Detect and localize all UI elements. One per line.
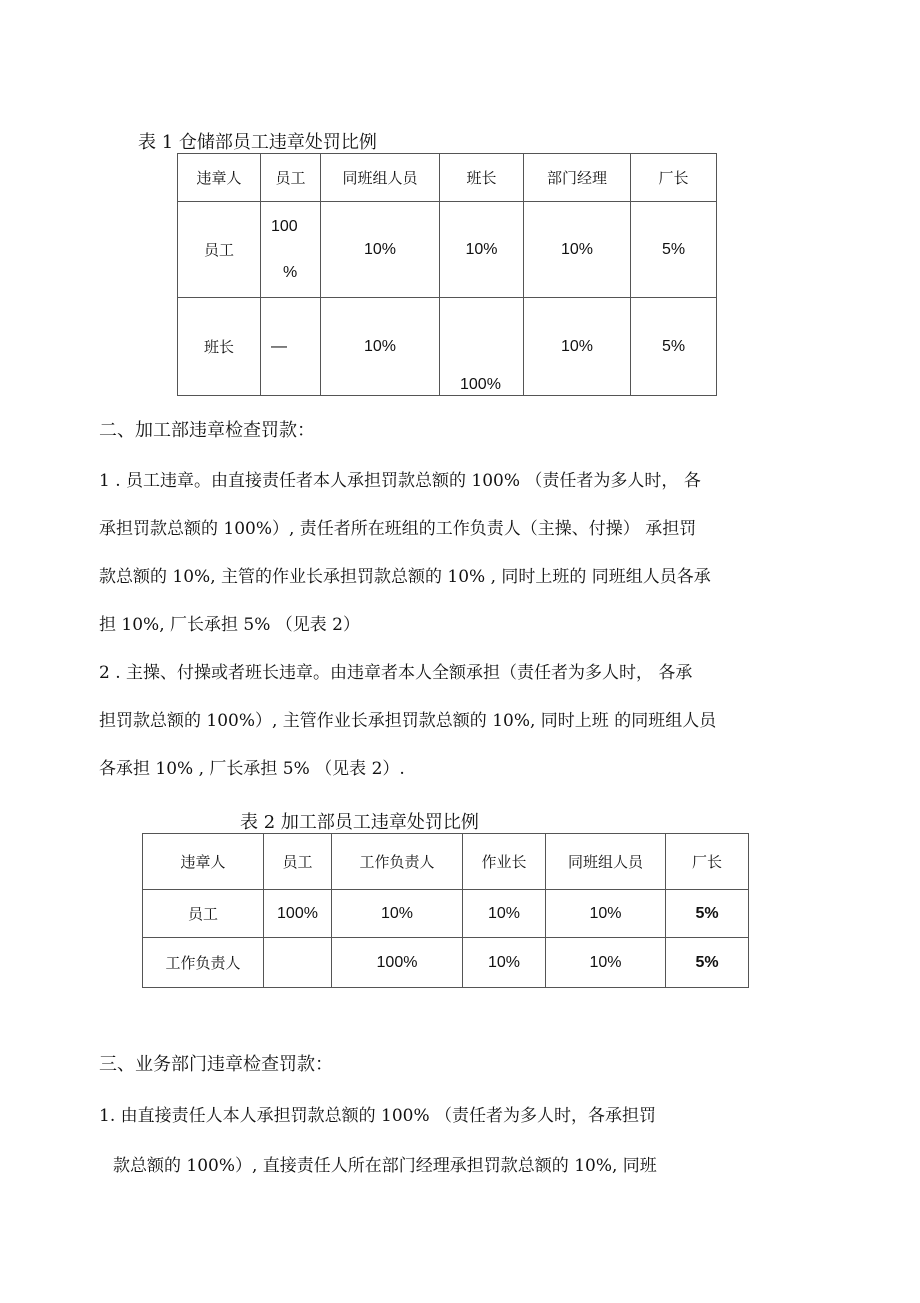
table1-cell: 5%	[631, 202, 717, 298]
table1-cell-part: %	[283, 264, 298, 281]
table1-cell: 班长	[178, 298, 261, 396]
table1-header-cell: 违章人	[178, 154, 261, 202]
section2-heading: 二、加工部违章检查罚款：	[99, 420, 315, 441]
table1-header-cell: 员工	[261, 154, 321, 202]
section2-p1-line: 承担罚款总额的 100%）, 责任者所在班组的工作负责人（主操、付操） 承担罚	[99, 519, 697, 539]
table2-header-row	[143, 834, 749, 890]
table1-header-cell: 同班组人员	[321, 154, 440, 202]
table2-cell: 10%	[546, 938, 666, 988]
table2-cell: 100%	[264, 890, 332, 938]
table2-cell: 员工	[143, 890, 264, 938]
table2-cell: 10%	[463, 938, 546, 988]
section2-p1-line: 款总额的 10%, 主管的作业长承担罚款总额的 10% , 同时上班的 同班组人员各承	[99, 567, 711, 587]
table1-cell: 员工	[178, 202, 261, 298]
table2-cell: 5%	[666, 938, 749, 988]
table2-header-cell: 厂长	[666, 834, 749, 890]
table1-cell: 10%	[524, 202, 631, 298]
table1-cell-staff-split	[261, 202, 321, 298]
table2-header-cell: 员工	[264, 834, 332, 890]
table2-header-cell: 作业长	[463, 834, 546, 890]
table1-header-cell: 部门经理	[524, 154, 631, 202]
table1-header-row	[178, 154, 717, 202]
table1-cell: —	[261, 298, 321, 396]
section2-p2-line: 担罚款总额的 100%）, 主管作业长承担罚款总额的 10%, 同时上班 的同班组人员	[99, 711, 717, 731]
table1-cell: 5%	[631, 298, 717, 396]
table1-cell: 10%	[321, 202, 440, 298]
table-row	[143, 890, 749, 938]
table2-cell: 工作负责人	[143, 938, 264, 988]
table1-header-cell: 厂长	[631, 154, 717, 202]
section2-p2-line: 2 . 主操、付操或者班长违章。由违章者本人全额承担（责任者为多人时， 各承	[99, 663, 693, 683]
section3-heading: 三、业务部门违章检查罚款：	[99, 1054, 333, 1075]
table1-cell-text: 100%	[460, 376, 501, 393]
table2-cell: 10%	[463, 890, 546, 938]
table2	[142, 833, 749, 988]
section3-p1-line: 1. 由直接责任人本人承担罚款总额的 100% （责任者为多人时，各承担罚	[99, 1106, 657, 1126]
table1-cell-part: 100	[271, 218, 298, 235]
table1-header-cell: 班长	[440, 154, 524, 202]
section2-p1-line: 1 . 员工违章。由直接责任者本人承担罚款总额的 100% （责任者为多人时， 各	[99, 471, 701, 491]
table2-cell	[264, 938, 332, 988]
table-row	[178, 298, 717, 396]
section2-p2-line: 各承担 10% , 厂长承担 5% （见表 2）.	[99, 759, 405, 779]
table2-header-cell: 工作负责人	[332, 834, 463, 890]
section3-p1-line: 款总额的 100%）, 直接责任人所在部门经理承担罚款总额的 10%, 同班	[113, 1156, 657, 1176]
table2-cell: 10%	[332, 890, 463, 938]
table1-cell: 10%	[321, 298, 440, 396]
table1-cell: 10%	[524, 298, 631, 396]
table2-cell: 10%	[546, 890, 666, 938]
table2-cell: 100%	[332, 938, 463, 988]
table1-cell: 10%	[440, 202, 524, 298]
table1	[177, 153, 717, 396]
table2-caption: 表 2 加工部员工违章处罚比例	[240, 812, 479, 833]
table2-header-cell: 同班组人员	[546, 834, 666, 890]
table2-cell: 5%	[666, 890, 749, 938]
table1-caption: 表 1 仓储部员工违章处罚比例	[138, 132, 377, 153]
table-row	[178, 202, 717, 298]
section2-p1-line: 担 10%, 厂长承担 5% （见表 2）	[99, 615, 360, 635]
table2-header-cell: 违章人	[143, 834, 264, 890]
table-row	[143, 938, 749, 988]
table1-cell-bottom	[440, 298, 524, 396]
